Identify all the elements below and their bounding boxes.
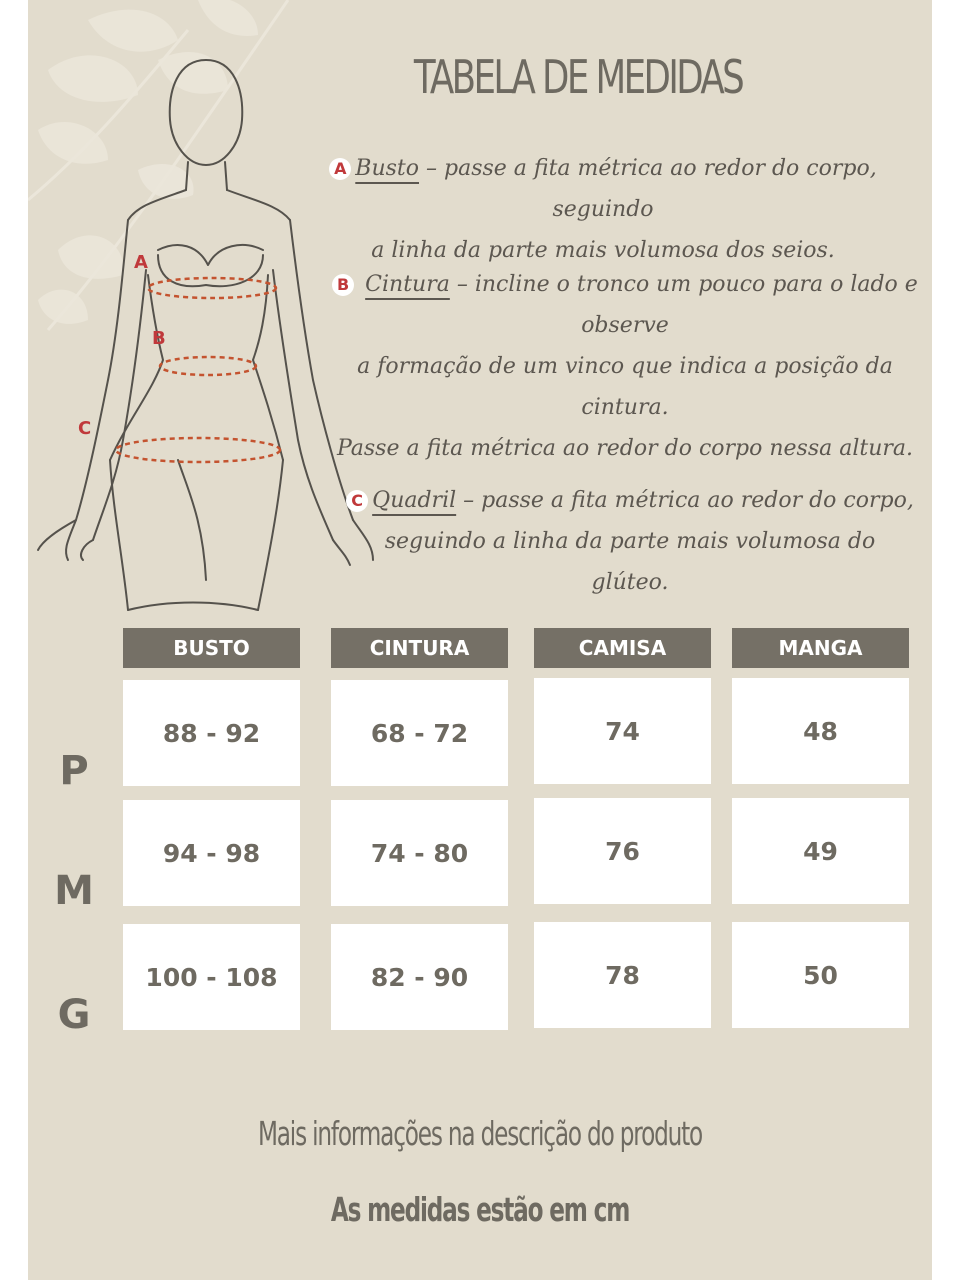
- more-info-text: Mais informações na descrição do produto: [257, 1114, 703, 1153]
- quadril-line-3: glúteo.: [591, 570, 669, 595]
- busto-instruction: [278, 148, 928, 271]
- table-cell: 100 - 108: [123, 924, 300, 1030]
- table-cell: 78: [534, 922, 711, 1028]
- quadril-line-1: – passe a fita métrica ao redor do corpo,: [456, 488, 914, 513]
- size-label-g: G: [57, 992, 91, 1038]
- cintura-term: Cintura: [365, 272, 450, 297]
- quadril-term: Quadril: [372, 488, 457, 513]
- busto-line-1: – passe a fita métrica ao redor do corpo, seguindo: [419, 156, 877, 222]
- cintura-line-1: – incline o tronco um pouco para o lado e: [449, 272, 918, 297]
- table-cell: 48: [732, 678, 909, 784]
- size-label-m: M: [54, 868, 94, 914]
- page-title: TABELA DE MEDIDAS: [413, 50, 743, 104]
- figure-label-c: C: [78, 418, 92, 439]
- table-cell: 76: [534, 798, 711, 904]
- busto-term: Busto: [355, 156, 420, 181]
- size-chart-page: [28, 0, 932, 1280]
- table-cell: 68 - 72: [331, 680, 508, 786]
- column-header-manga: MANGA: [732, 628, 909, 668]
- size-label-p: P: [59, 748, 89, 794]
- table-cell: 74 - 80: [331, 800, 508, 906]
- quadril-instruction: [328, 480, 932, 603]
- quadril-line-2: seguindo a linha da parte mais volumosa do: [384, 529, 876, 554]
- table-cell: 82 - 90: [331, 924, 508, 1030]
- table-cell: 94 - 98: [123, 800, 300, 906]
- figure-label-b: B: [152, 328, 166, 349]
- table-cell: 88 - 92: [123, 680, 300, 786]
- figure-label-a: A: [134, 252, 148, 273]
- units-note: As medidas estão em cm: [330, 1190, 630, 1229]
- quadril-marker: C: [346, 490, 368, 512]
- table-cell: 74: [534, 678, 711, 784]
- column-header-camisa: CAMISA: [534, 628, 711, 668]
- column-header-busto: BUSTO: [123, 628, 300, 668]
- cintura-marker: B: [332, 274, 354, 296]
- cintura-line-3: a formação de um vinco que indica a posição da cintura.: [357, 354, 893, 420]
- cintura-line-2: observe: [581, 313, 669, 338]
- table-cell: 50: [732, 922, 909, 1028]
- column-header-cintura: CINTURA: [331, 628, 508, 668]
- cintura-line-4: Passe a fita métrica ao redor do corpo nessa altura.: [336, 436, 914, 461]
- busto-line-2: a linha da parte mais volumosa dos seios.: [371, 238, 835, 263]
- cintura-instruction: [318, 264, 932, 469]
- table-cell: 49: [732, 798, 909, 904]
- busto-marker: A: [329, 158, 351, 180]
